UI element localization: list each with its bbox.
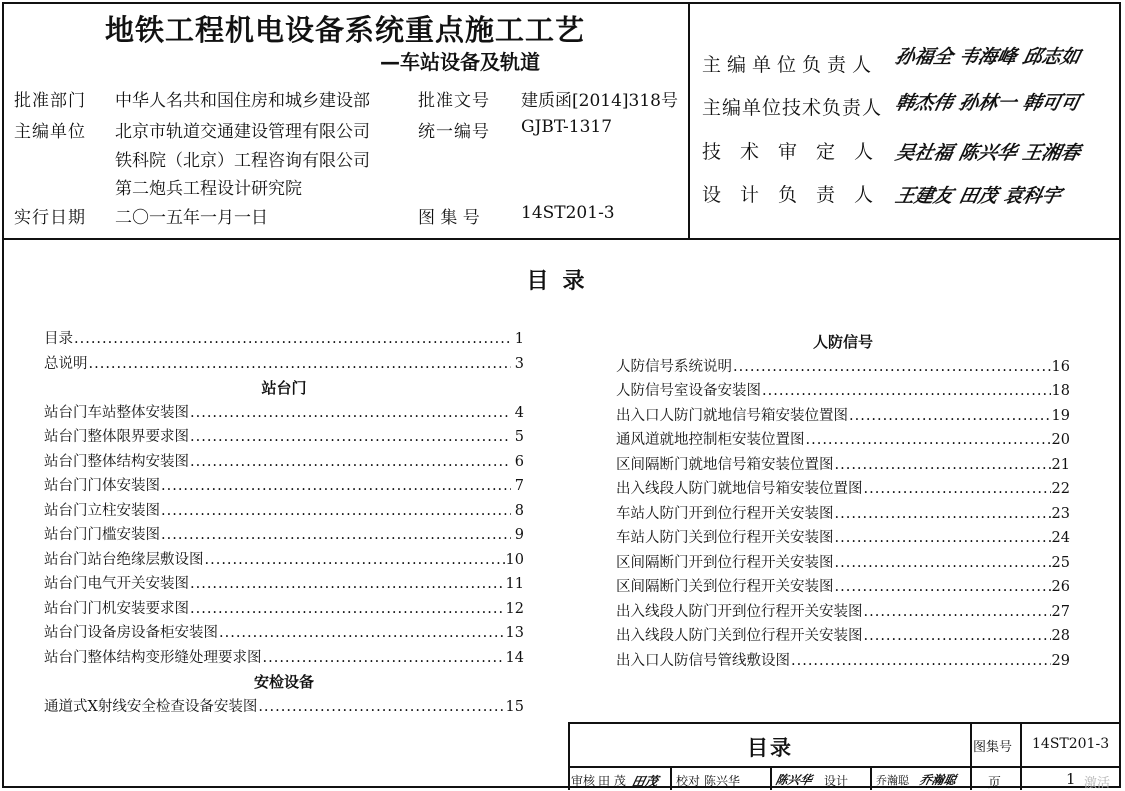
atlas-no-label: 图 集 号 — [418, 208, 480, 228]
toc-entry-title: 站台门电气开关安装图 — [44, 576, 189, 592]
unified-no-label: 统一编号 — [418, 122, 490, 142]
title-block-divider-2 — [1020, 724, 1022, 790]
toc-entry — [44, 352, 524, 377]
toc-entry-title: 区间隔断门开到位行程开关安装图 — [616, 554, 834, 571]
toc-entry — [616, 355, 1070, 380]
toc-entry — [616, 404, 1070, 429]
toc-entry-title: 出入线段人防门关到位行程开关安装图 — [616, 628, 863, 644]
toc-entry-title: 区间隔断门就地信号箱安装位置图 — [616, 456, 834, 473]
toc-entry-page: 10 — [505, 551, 524, 568]
editor-label: 主编单位 — [14, 122, 86, 142]
reviewer-signature: 田茂 — [629, 775, 660, 790]
toc-leader-dots — [835, 579, 1051, 595]
tech-reviewer-label: 技术审定人 — [702, 141, 893, 163]
toc-leader-dots — [864, 604, 1051, 620]
toc-entry-title: 站台门设备房设备柜安装图 — [44, 625, 218, 641]
checker-name: 陈兴华 — [704, 774, 741, 788]
toc-entry-title: 出入口人防门就地信号箱安装位置图 — [616, 407, 848, 424]
toc-entry — [44, 401, 524, 426]
toc-entry-title: 通道式X射线安全检查设备安装图 — [44, 698, 258, 715]
toc-entry-page: 11 — [505, 576, 524, 592]
toc-entry-title: 站台门整体结构变形缝处理要求图 — [44, 649, 262, 666]
toc-entry-page: 6 — [514, 453, 524, 470]
reviewer-label: 审核 — [571, 774, 596, 788]
title-block-name: 目录 — [747, 736, 793, 760]
toc-entry-title: 目录 — [44, 331, 73, 347]
toc-entry — [616, 624, 1070, 649]
toc-entry — [44, 425, 524, 450]
approval-doc-label: 批准文号 — [418, 91, 490, 111]
editor-3: 第二炮兵工程设计研究院 — [115, 179, 302, 199]
toc-entry-title: 站台门立柱安装图 — [44, 502, 160, 519]
toc-entry-title: 人防信号系统说明 — [616, 358, 732, 375]
tech-reviewer-signatures: 吴社福 陈兴华 王湘春 — [893, 142, 1083, 164]
watermark-text: 激活 — [1084, 776, 1111, 791]
design-lead-label: 设计负责人 — [702, 184, 893, 206]
toc-leader-dots — [791, 653, 1051, 669]
toc-entry — [44, 450, 524, 475]
designer-name: 乔瀚聪 — [876, 774, 909, 787]
toc-entry-title: 车站人防门开到位行程开关安装图 — [616, 505, 834, 522]
toc-entry-page: 29 — [1051, 652, 1070, 669]
toc-entry-title: 站台门门体安装图 — [44, 478, 160, 494]
toc-entry-title: 总说明 — [44, 355, 88, 372]
toc-entry — [44, 548, 524, 573]
chief-editor-signatures: 孙福全 韦海峰 邱志如 — [893, 46, 1083, 68]
toc-entry-page: 19 — [1051, 407, 1070, 424]
toc-leader-dots — [733, 359, 1051, 375]
toc-entry-page: 22 — [1051, 481, 1070, 497]
toc-right-column — [616, 330, 1070, 673]
toc-entry-page: 20 — [1051, 432, 1070, 448]
checker-signature: 陈兴华 — [774, 773, 814, 787]
toc-entry — [44, 572, 524, 597]
toc-entry-title: 站台门整体限界要求图 — [44, 429, 189, 445]
toc-entry — [44, 597, 524, 622]
toc-leader-dots — [263, 650, 505, 666]
title-block-divider-4 — [770, 766, 772, 790]
toc-title: 目录 — [526, 269, 599, 294]
toc-leader-dots — [190, 429, 511, 445]
toc-leader-dots — [835, 506, 1051, 522]
toc-leader-dots — [190, 601, 505, 617]
toc-entry-title: 站台门门槛安装图 — [44, 527, 160, 543]
effective-date: 二〇一五年一月一日 — [115, 208, 268, 228]
toc-section-heading: 人防信号 — [812, 333, 873, 351]
design-lead-signatures: 王建友 田茂 袁科宇 — [893, 185, 1064, 207]
toc-entry-page: 23 — [1051, 505, 1070, 522]
toc-leader-dots — [161, 527, 511, 543]
toc-entry-page: 8 — [514, 502, 524, 519]
title-block — [568, 722, 1121, 790]
editor-2: 铁科院（北京）工程咨询有限公司 — [115, 151, 370, 171]
toc-section-heading: 安检设备 — [253, 673, 314, 691]
toc-leader-dots — [835, 555, 1051, 571]
toc-entry-page: 15 — [505, 698, 524, 715]
approval-dept-label: 批准部门 — [14, 91, 86, 111]
designer-label: 设计 — [824, 774, 849, 788]
toc-entry-page: 13 — [505, 625, 524, 641]
toc-leader-dots — [835, 457, 1051, 473]
toc-leader-dots — [762, 383, 1051, 399]
toc-entry-page: 16 — [1051, 358, 1070, 375]
toc-entry-title: 站台门站台绝缘层敷设图 — [44, 551, 204, 568]
toc-leader-dots — [835, 530, 1051, 546]
toc-leader-dots — [806, 432, 1051, 448]
toc-leader-dots — [258, 699, 504, 715]
toc-leader-dots — [74, 331, 511, 347]
toc-entry-page: 3 — [514, 355, 524, 372]
toc-entry-page: 7 — [514, 478, 524, 494]
toc-entry-title: 通风道就地控制柜安装位置图 — [616, 432, 805, 448]
tech-chief-label: 主编单位技术负责人 — [702, 97, 883, 119]
title-block-divider-1 — [970, 724, 972, 790]
toc-leader-dots — [190, 454, 511, 470]
toc-entry — [616, 575, 1070, 600]
toc-entry — [616, 379, 1070, 404]
approval-dept: 中华人名共和国住房和城乡建设部 — [115, 91, 370, 111]
title-block-divider-5 — [870, 766, 872, 790]
toc-entry — [616, 477, 1070, 502]
toc-leader-dots — [89, 356, 512, 372]
toc-entry — [44, 695, 524, 720]
checker-label: 校对 — [676, 774, 701, 788]
title-block-divider-3 — [670, 766, 672, 790]
toc-leader-dots — [190, 576, 505, 592]
toc-entry — [616, 649, 1070, 674]
toc-entry-page: 14 — [505, 649, 524, 666]
toc-entry — [44, 327, 524, 352]
unified-no: GJBT-1317 — [521, 117, 613, 137]
toc-leader-dots — [849, 408, 1051, 424]
toc-entry-title: 车站人防门关到位行程开关安装图 — [616, 530, 834, 546]
toc-entry-page: 5 — [514, 429, 524, 445]
toc-entry — [616, 453, 1070, 478]
chief-editor-label: 主编单位负责人 — [702, 54, 878, 76]
header-bottom-rule — [2, 238, 1121, 240]
atlas-no: 14ST201-3 — [521, 203, 615, 223]
toc-entry — [616, 600, 1070, 625]
toc-leader-dots — [190, 405, 511, 421]
editor-1: 北京市轨道交通建设管理有限公司 — [115, 122, 370, 142]
toc-entry-title: 人防信号室设备安装图 — [616, 383, 761, 399]
toc-entry-page: 9 — [514, 527, 524, 543]
toc-entry-page: 18 — [1051, 383, 1070, 399]
toc-entry — [44, 621, 524, 646]
title-block-atlas-label: 图集号 — [973, 740, 1013, 755]
tech-chief-signatures: 韩杰伟 孙林一 韩可可 — [893, 92, 1083, 114]
header-divider — [688, 2, 690, 240]
toc-entry — [616, 502, 1070, 527]
toc-entry-title: 出入口人防信号管线敷设图 — [616, 652, 790, 669]
toc-entry-title: 站台门车站整体安装图 — [44, 404, 189, 421]
toc-entry-title: 站台门整体结构安装图 — [44, 453, 189, 470]
toc-entry-page: 26 — [1051, 579, 1070, 595]
toc-entry-page: 12 — [505, 600, 524, 617]
reviewer-name: 田 茂 — [598, 774, 626, 788]
approval-doc: 建质函[2014]318号 — [521, 91, 678, 111]
toc-leader-dots — [219, 625, 505, 641]
toc-entry-title: 出入线段人防门就地信号箱安装位置图 — [616, 481, 863, 497]
toc-entry — [44, 523, 524, 548]
toc-entry-page: 21 — [1051, 456, 1070, 473]
toc-entry — [44, 646, 524, 671]
toc-left-column — [44, 327, 524, 719]
toc-entry — [616, 428, 1070, 453]
toc-entry-page: 24 — [1051, 530, 1070, 546]
document-subtitle: —车站设备及轨道 — [380, 50, 540, 74]
toc-entry-page: 4 — [514, 404, 524, 421]
effective-date-label: 实行日期 — [14, 208, 86, 228]
toc-entry — [616, 551, 1070, 576]
title-block-rule — [570, 766, 1121, 768]
toc-leader-dots — [161, 503, 511, 519]
toc-entry-title: 出入线段人防门开到位行程开关安装图 — [616, 603, 863, 620]
toc-entry — [44, 499, 524, 524]
toc-entry-title: 站台门门机安装要求图 — [44, 600, 189, 617]
toc-entry-page: 25 — [1051, 554, 1070, 571]
toc-leader-dots — [161, 478, 511, 494]
toc-entry-title: 区间隔断门关到位行程开关安装图 — [616, 579, 834, 595]
document-title: 地铁工程机电设备系统重点施工工艺 — [104, 13, 585, 47]
page-number: 1 — [1066, 770, 1076, 788]
title-block-atlas-no: 14ST201-3 — [1032, 736, 1110, 752]
toc-leader-dots — [864, 628, 1051, 644]
designer-signature: 乔瀚聪 — [918, 773, 958, 787]
toc-leader-dots — [205, 552, 505, 568]
toc-entry — [44, 474, 524, 499]
toc-leader-dots — [864, 481, 1051, 497]
toc-entry-page: 28 — [1051, 628, 1070, 644]
toc-entry-page: 27 — [1051, 603, 1070, 620]
toc-entry-page: 1 — [514, 331, 524, 347]
toc-entry — [616, 526, 1070, 551]
page-label: 页 — [988, 776, 1002, 791]
toc-section-heading: 站台门 — [261, 379, 307, 397]
